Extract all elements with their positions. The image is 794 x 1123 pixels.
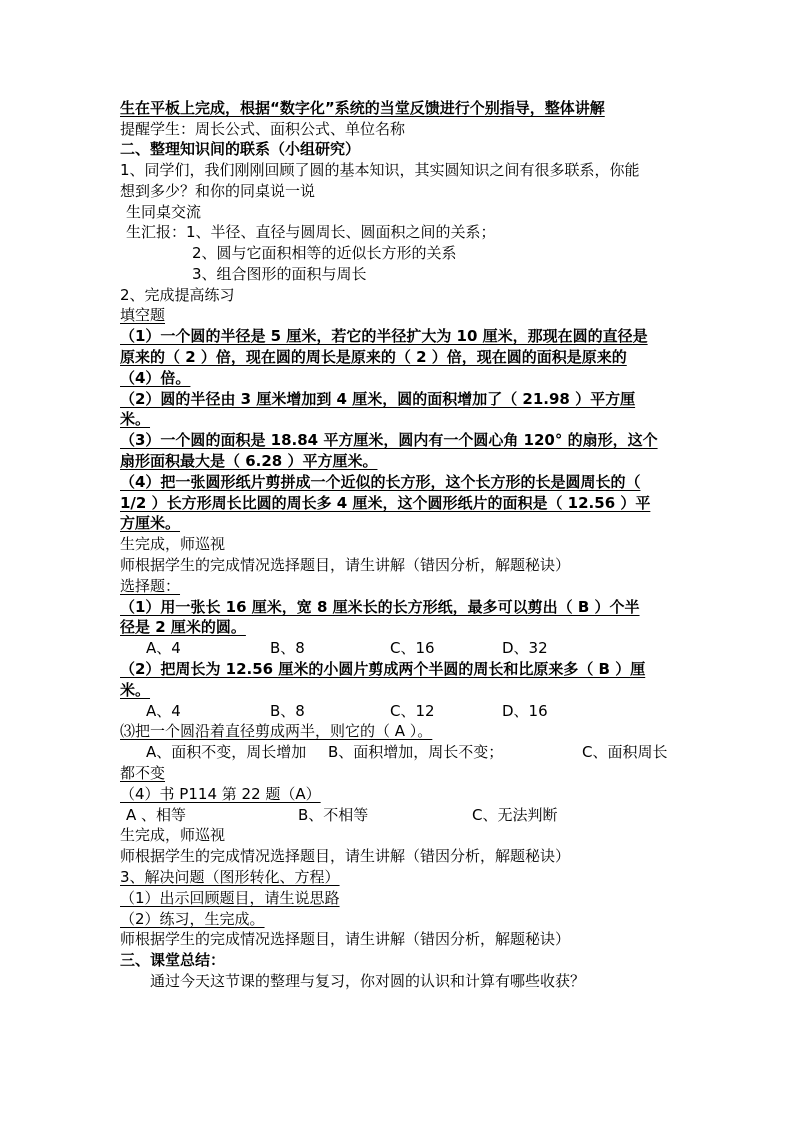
paragraph-line: 师根据学生的完成情况选择题目，请生讲解（错因分析，解题秘诀） xyxy=(120,930,571,948)
section-heading-2: 二、整理知识间的联系（小组研究） xyxy=(120,140,361,158)
summary-line: 通过今天这节课的整理与复习，你对圆的认识和计算有哪些收获？ xyxy=(150,972,586,990)
fill-question-1: （4）倍。 xyxy=(120,369,191,387)
option-a: A、4 xyxy=(146,702,181,720)
choice-question-3: ⑶把一个圆沿着直径剪成两半，则它的（ A ）。 xyxy=(120,722,433,740)
paragraph-line: 师根据学生的完成情况选择题目，请生讲解（错因分析，解题秘诀） xyxy=(120,847,571,865)
option-c: C、12 xyxy=(390,702,435,720)
option-b: B、8 xyxy=(270,639,305,657)
paragraph-line: （1）出示回顾题目，请生说思路 xyxy=(120,889,340,907)
intro-line: 生在平板上完成，根据“数字化”系统的当堂反馈进行个别指导，整体讲解 xyxy=(120,99,605,117)
paragraph-line: 生完成，师巡视 xyxy=(120,535,226,553)
paragraph-line: 2、圆与它面积相等的近似长方形的关系 xyxy=(192,244,457,262)
choice-question-2: （2）把周长为 12.56 厘米的小圆片剪成两个半圆的周长和比原来多（ B ）厘 xyxy=(120,660,646,678)
subsection-heading: 3、解决问题（图形转化、方程） xyxy=(120,868,340,886)
choice-question-1: （1）用一张长 16 厘米，宽 8 厘米长的长方形纸，最多可以剪出（ B ）个半 xyxy=(120,598,640,616)
fill-question-4: 1/2 ）长方形周长比圆的周长多 4 厘米，这个圆形纸片的面积是（ 12.56 ）平 xyxy=(120,494,651,512)
fill-question-3: 扇形面积最大是（ 6.28 ）平方厘米。 xyxy=(120,452,378,470)
option-d: D、32 xyxy=(502,639,548,657)
choice-question-1: 径是 2 厘米的圆。 xyxy=(120,618,246,636)
fill-question-1: 原来的（ 2 ）倍，现在圆的周长是原来的（ 2 ）倍，现在圆的面积是原来的 xyxy=(120,348,627,366)
fill-in-heading: 填空题 xyxy=(120,306,166,324)
paragraph-line: （2）练习，生完成。 xyxy=(120,910,265,928)
option-c: C、无法判断 xyxy=(472,806,558,824)
paragraph-line: 生完成，师巡视 xyxy=(120,826,226,844)
choice-question-4: （4）书 P114 第 22 题（A） xyxy=(120,785,321,803)
option-a: A、4 xyxy=(146,639,181,657)
fill-question-3: （3）一个圆的面积是 18.84 平方厘米，圆内有一个圆心角 120° 的扇形，这个 xyxy=(120,431,658,449)
fill-question-1: （1）一个圆的半径是 5 厘米，若它的半径扩大为 10 厘米，那现在圆的直径是 xyxy=(120,327,648,345)
paragraph-line: 想到多少？和你的同桌说一说 xyxy=(120,182,316,200)
choice-question-2: 米。 xyxy=(120,681,151,699)
option-c: C、16 xyxy=(390,639,435,657)
section-heading-3: 三、课堂总结： xyxy=(120,951,226,969)
fill-question-2: 米。 xyxy=(120,410,151,428)
fill-question-4: （4）把一张圆形纸片剪拼成一个近似的长方形，这个长方形的长是圆周长的（ xyxy=(120,473,641,491)
option-b: B、不相等 xyxy=(298,806,369,824)
option-c: C、面积周长 xyxy=(582,743,668,761)
option-a: A 、相等 xyxy=(126,806,187,824)
paragraph-line: 生同桌交流 xyxy=(126,203,202,221)
paragraph-line: 师根据学生的完成情况选择题目，请生讲解（错因分析，解题秘诀） xyxy=(120,556,571,574)
paragraph-line: 1、同学们，我们刚刚回顾了圆的基本知识，其实圆知识之间有很多联系，你能 xyxy=(120,161,640,179)
option-b: B、8 xyxy=(270,702,305,720)
option-b: B、面积增加，周长不变； xyxy=(328,743,504,761)
fill-question-2: （2）圆的半径由 3 厘米增加到 4 厘米，圆的面积增加了（ 21.98 ）平方厘 xyxy=(120,390,636,408)
option-a: A、面积不变，周长增加 xyxy=(146,743,307,761)
choice-question-3: 都不变 xyxy=(120,764,166,782)
reminder-line: 提醒学生：周长公式、面积公式、单位名称 xyxy=(120,120,406,138)
subsection-heading: 2、完成提高练习 xyxy=(120,286,235,304)
option-d: D、16 xyxy=(502,702,548,720)
paragraph-line: 生汇报：1、半径、直径与圆周长、圆面积之间的关系； xyxy=(126,223,496,241)
fill-question-4: 方厘米。 xyxy=(120,514,181,532)
paragraph-line: 3、组合图形的面积与周长 xyxy=(192,265,367,283)
choice-heading: 选择题： xyxy=(120,577,181,595)
